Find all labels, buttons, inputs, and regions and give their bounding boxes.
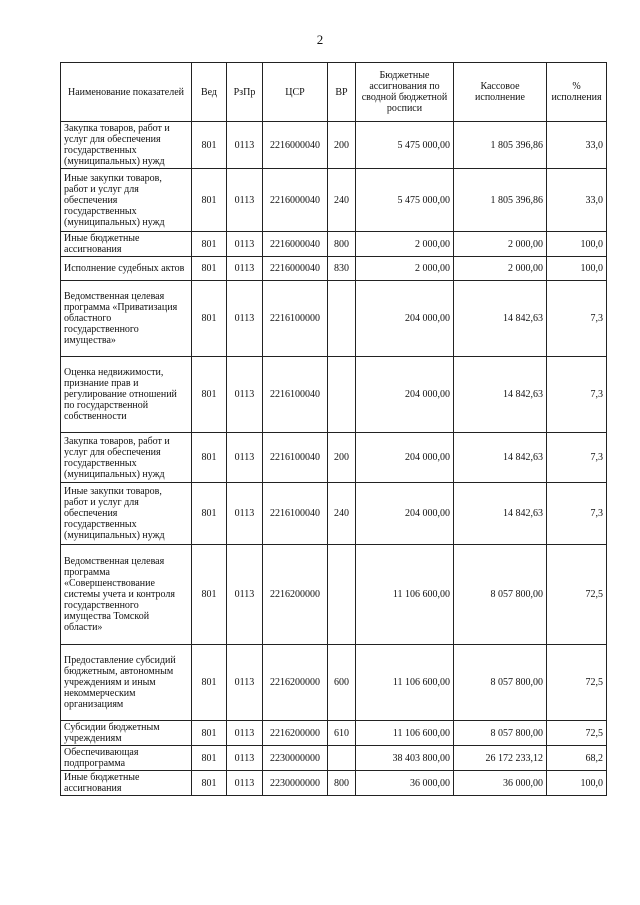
cell-ved: 801 <box>192 545 227 645</box>
cell-cash: 1 805 396,86 <box>454 122 547 169</box>
cell-rzpr: 0113 <box>227 771 263 796</box>
header-csr: ЦСР <box>263 63 328 122</box>
cell-vr: 200 <box>328 433 356 483</box>
cell-vr: 600 <box>328 645 356 721</box>
cell-budget: 204 000,00 <box>356 281 454 357</box>
header-budget: Бюджетные ассигнования по сводной бюджетной росписи <box>356 63 454 122</box>
cell-budget: 5 475 000,00 <box>356 122 454 169</box>
cell-name: Субсидии бюджетным учреждениям <box>61 721 192 746</box>
table-row <box>61 281 607 357</box>
header-vr: ВР <box>328 63 356 122</box>
cell-percent: 7,3 <box>547 483 607 545</box>
cell-vr: 610 <box>328 721 356 746</box>
cell-cash: 26 172 233,12 <box>454 746 547 771</box>
cell-percent: 7,3 <box>547 357 607 433</box>
cell-percent: 72,5 <box>547 545 607 645</box>
cell-rzpr: 0113 <box>227 169 263 232</box>
table-row <box>61 257 607 281</box>
cell-csr: 2216100040 <box>263 357 328 433</box>
cell-ved: 801 <box>192 483 227 545</box>
cell-csr: 2230000000 <box>263 746 328 771</box>
table-row <box>61 122 607 169</box>
cell-name: Закупка товаров, работ и услуг для обеспечения государственных (муниципальных) нужд <box>61 122 192 169</box>
cell-name: Иные бюджетные ассигнования <box>61 232 192 257</box>
cell-csr: 2216200000 <box>263 721 328 746</box>
cell-rzpr: 0113 <box>227 357 263 433</box>
cell-percent: 100,0 <box>547 257 607 281</box>
cell-rzpr: 0113 <box>227 122 263 169</box>
cell-cash: 14 842,63 <box>454 357 547 433</box>
cell-vr <box>328 545 356 645</box>
cell-vr: 200 <box>328 122 356 169</box>
cell-csr: 2216200000 <box>263 645 328 721</box>
cell-budget: 2 000,00 <box>356 257 454 281</box>
table-row <box>61 483 607 545</box>
cell-name: Оценка недвижимости, признание прав и регулирование отношений по государственной собственности <box>61 357 192 433</box>
cell-ved: 801 <box>192 122 227 169</box>
cell-ved: 801 <box>192 721 227 746</box>
table-row <box>61 771 607 796</box>
cell-name: Ведомственная целевая программа «Совершенствование системы учета и контроля государственного имущества Томской области» <box>61 545 192 645</box>
cell-cash: 8 057 800,00 <box>454 721 547 746</box>
cell-budget: 204 000,00 <box>356 433 454 483</box>
header-percent: % исполнения <box>547 63 607 122</box>
cell-ved: 801 <box>192 357 227 433</box>
table-row <box>61 721 607 746</box>
cell-ved: 801 <box>192 169 227 232</box>
cell-cash: 1 805 396,86 <box>454 169 547 232</box>
cell-csr: 2216100040 <box>263 483 328 545</box>
cell-percent: 33,0 <box>547 122 607 169</box>
cell-rzpr: 0113 <box>227 232 263 257</box>
cell-csr: 2216200000 <box>263 545 328 645</box>
table-row <box>61 645 607 721</box>
cell-budget: 38 403 800,00 <box>356 746 454 771</box>
cell-name: Предоставление субсидий бюджетным, автономным учреждениям и иным некоммерческим организациям <box>61 645 192 721</box>
cell-cash: 2 000,00 <box>454 232 547 257</box>
cell-ved: 801 <box>192 232 227 257</box>
cell-rzpr: 0113 <box>227 645 263 721</box>
cell-percent: 72,5 <box>547 645 607 721</box>
cell-csr: 2230000000 <box>263 771 328 796</box>
cell-csr: 2216100040 <box>263 433 328 483</box>
cell-cash: 8 057 800,00 <box>454 545 547 645</box>
cell-cash: 36 000,00 <box>454 771 547 796</box>
cell-vr <box>328 281 356 357</box>
page-number: 2 <box>316 32 324 47</box>
cell-budget: 11 106 600,00 <box>356 721 454 746</box>
table-row <box>61 545 607 645</box>
cell-ved: 801 <box>192 645 227 721</box>
table-row <box>61 169 607 232</box>
cell-name: Иные закупки товаров, работ и услуг для обеспечения государственных (муниципальных) нужд <box>61 483 192 545</box>
cell-rzpr: 0113 <box>227 483 263 545</box>
cell-percent: 7,3 <box>547 433 607 483</box>
cell-name: Иные закупки товаров, работ и услуг для обеспечения государственных (муниципальных) нужд <box>61 169 192 232</box>
cell-name: Ведомственная целевая программа «Приватизация областного государственного имущества» <box>61 281 192 357</box>
cell-vr: 800 <box>328 771 356 796</box>
cell-budget: 204 000,00 <box>356 483 454 545</box>
cell-name: Исполнение судебных актов <box>61 257 192 281</box>
cell-percent: 7,3 <box>547 281 607 357</box>
cell-csr: 2216000040 <box>263 257 328 281</box>
cell-percent: 33,0 <box>547 169 607 232</box>
cell-budget: 11 106 600,00 <box>356 545 454 645</box>
table-row <box>61 433 607 483</box>
cell-ved: 801 <box>192 433 227 483</box>
cell-vr: 800 <box>328 232 356 257</box>
cell-vr <box>328 357 356 433</box>
cell-cash: 14 842,63 <box>454 281 547 357</box>
cell-rzpr: 0113 <box>227 433 263 483</box>
cell-budget: 11 106 600,00 <box>356 645 454 721</box>
cell-rzpr: 0113 <box>227 746 263 771</box>
header-name: Наименование показателей <box>61 63 192 122</box>
cell-vr <box>328 746 356 771</box>
cell-name: Обеспечивающая подпрограмма <box>61 746 192 771</box>
cell-rzpr: 0113 <box>227 545 263 645</box>
cell-percent: 68,2 <box>547 746 607 771</box>
cell-rzpr: 0113 <box>227 721 263 746</box>
cell-ved: 801 <box>192 257 227 281</box>
cell-vr: 240 <box>328 169 356 232</box>
cell-cash: 8 057 800,00 <box>454 645 547 721</box>
table-row <box>61 232 607 257</box>
cell-name: Закупка товаров, работ и услуг для обеспечения государственных (муниципальных) нужд <box>61 433 192 483</box>
cell-budget: 5 475 000,00 <box>356 169 454 232</box>
cell-rzpr: 0113 <box>227 281 263 357</box>
header-cash: Кассовое исполнение <box>454 63 547 122</box>
cell-cash: 2 000,00 <box>454 257 547 281</box>
cell-csr: 2216000040 <box>263 122 328 169</box>
header-row <box>61 63 607 122</box>
header-ved: Вед <box>192 63 227 122</box>
cell-ved: 801 <box>192 746 227 771</box>
cell-budget: 204 000,00 <box>356 357 454 433</box>
header-rzpr: РзПр <box>227 63 263 122</box>
cell-csr: 2216100000 <box>263 281 328 357</box>
cell-csr: 2216000040 <box>263 232 328 257</box>
cell-percent: 72,5 <box>547 721 607 746</box>
table-row <box>61 357 607 433</box>
cell-ved: 801 <box>192 281 227 357</box>
cell-csr: 2216000040 <box>263 169 328 232</box>
cell-ved: 801 <box>192 771 227 796</box>
table-row <box>61 746 607 771</box>
cell-name: Иные бюджетные ассигнования <box>61 771 192 796</box>
cell-cash: 14 842,63 <box>454 483 547 545</box>
cell-cash: 14 842,63 <box>454 433 547 483</box>
cell-vr: 240 <box>328 483 356 545</box>
cell-vr: 830 <box>328 257 356 281</box>
cell-rzpr: 0113 <box>227 257 263 281</box>
budget-table <box>60 62 607 796</box>
cell-percent: 100,0 <box>547 771 607 796</box>
cell-budget: 2 000,00 <box>356 232 454 257</box>
cell-budget: 36 000,00 <box>356 771 454 796</box>
cell-percent: 100,0 <box>547 232 607 257</box>
